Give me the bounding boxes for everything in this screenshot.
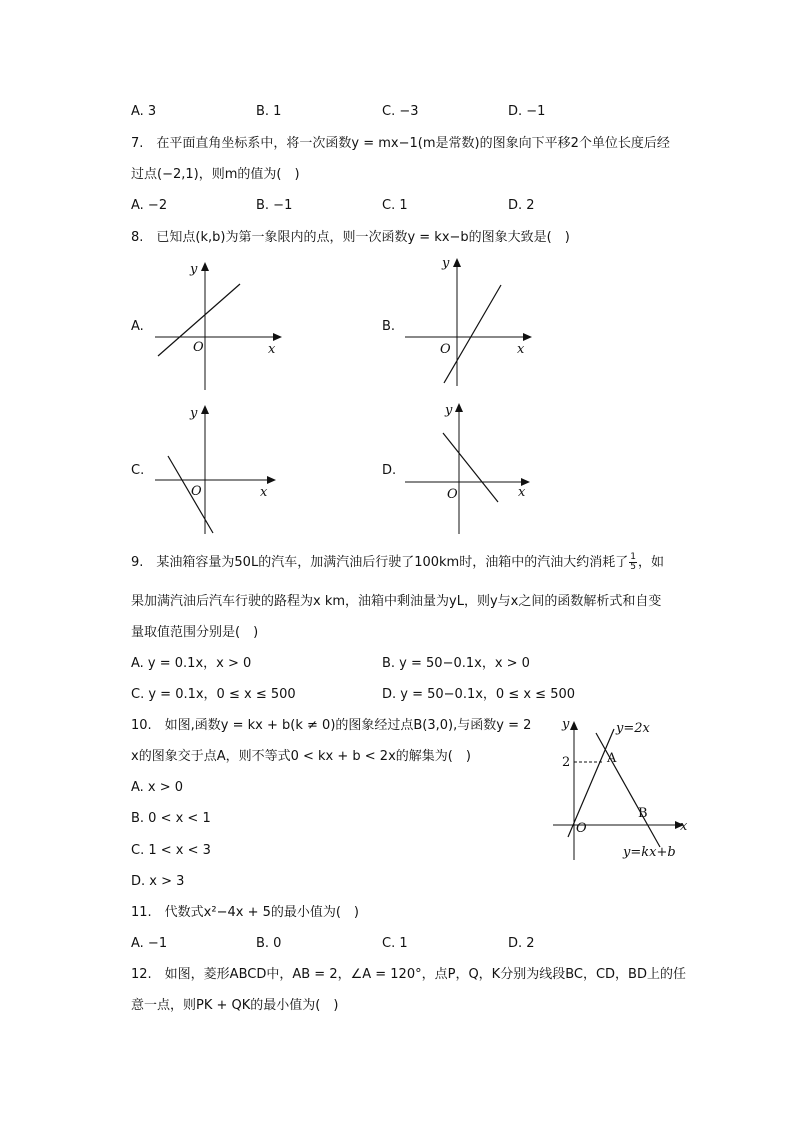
q8-graph-b	[400, 253, 540, 388]
q10-label-A: A	[607, 751, 617, 766]
q10-option-d: D. x > 3	[131, 874, 185, 889]
q10-origin: O	[576, 821, 587, 836]
q9-option-d: D. y = 50−0.1x，0 ≤ x ≤ 500	[382, 687, 576, 702]
q10-axis-y: y	[562, 717, 570, 732]
q10-label-y2x: y=2x	[616, 721, 650, 736]
q7-option-b: B. −1	[256, 198, 293, 213]
q11-option-c: C. 1	[382, 936, 408, 951]
q8a-axis-y: y	[190, 262, 198, 277]
q8b-origin: O	[440, 342, 451, 357]
q11-stem: 11. 代数式x²−4x + 5的最小值为( )	[131, 905, 360, 920]
q8b-axis-y: y	[442, 256, 450, 271]
q9-option-a: A. y = 0.1x，x > 0	[131, 656, 252, 671]
q6-option-a: A. 3	[131, 104, 157, 119]
q6-option-c: C. −3	[382, 104, 419, 119]
q6-option-d: D. −1	[508, 104, 546, 119]
q9-fraction-num: 1	[630, 552, 636, 562]
q11-option-b: B. 0	[256, 936, 282, 951]
q8d-axis-y: y	[445, 403, 453, 418]
q7-stem-line2: 过点(−2,1)，则m的值为( )	[131, 167, 300, 182]
q7-stem-line1: 7. 在平面直角坐标系中，将一次函数y = mx−1(m是常数)的图象向下平移2个单位长度后经	[131, 136, 670, 151]
q9-stem-line2: 果加满汽油后汽车行驶的路程为x km，油箱中剩油量为yL，则y与x之间的函数解析式和自变	[131, 594, 662, 609]
q10-option-c: C. 1 < x < 3	[131, 843, 211, 858]
q7-option-a: A. −2	[131, 198, 168, 213]
q8-graph-c	[150, 400, 290, 536]
q9-option-c: C. y = 0.1x，0 ≤ x ≤ 500	[131, 687, 296, 702]
q8-option-d-label: D.	[382, 463, 397, 478]
q7-option-d: D. 2	[508, 198, 535, 213]
q10-figure	[548, 714, 698, 862]
q10-option-b: B. 0 < x < 1	[131, 811, 211, 826]
q8-graph-a	[150, 257, 290, 392]
q8-graph-d	[400, 398, 540, 536]
q10-axis-x: x	[680, 819, 688, 834]
q7-option-c: C. 1	[382, 198, 408, 213]
q8-option-b-label: B.	[382, 319, 396, 334]
q9-option-b: B. y = 50−0.1x，x > 0	[382, 656, 530, 671]
q9-stem-line1	[131, 553, 664, 573]
q10-option-a: A. x > 0	[131, 780, 184, 795]
q8c-axis-y: y	[190, 406, 198, 421]
q8-stem: 8. 已知点(k,b)为第一象限内的点，则一次函数y = kx−b的图象大致是( )	[131, 230, 570, 245]
q8-option-c-label: C.	[131, 463, 145, 478]
q10-stem-line2: x的图象交于点A，则不等式0 < kx + b < 2x的解集为( )	[131, 749, 471, 764]
q9-stem-line1-text: 9. 某油箱容量为50L的汽车，加满汽油后行驶了100km时，油箱中的汽油大约消耗了	[131, 555, 629, 570]
q10-stem-line1: 10. 如图,函数y = kx + b(k ≠ 0)的图象经过点B(3,0),与函数y = 2	[131, 718, 532, 733]
q9-stem-line3: 量取值范围分别是( )	[131, 625, 259, 640]
q9-stem-line1-end: ，如	[637, 555, 664, 570]
q6-option-b: B. 1	[256, 104, 282, 119]
q10-label-kxb: y=kx+b	[623, 845, 676, 860]
q8d-axis-x: x	[518, 485, 526, 500]
q11-option-d: D. 2	[508, 936, 535, 951]
q8d-origin: O	[447, 487, 458, 502]
q8a-axis-x: x	[268, 342, 276, 357]
q8c-origin: O	[191, 484, 202, 499]
q12-stem-line2: 意一点，则PK + QK的最小值为( )	[131, 998, 339, 1013]
q12-stem-line1: 12. 如图，菱形ABCD中，AB = 2，∠A = 120°，点P，Q，K分别为线段BC，CD，BD上的任	[131, 967, 686, 982]
q8a-origin: O	[193, 340, 204, 355]
q11-option-a: A. −1	[131, 936, 168, 951]
q10-label-B: B	[638, 806, 648, 821]
q10-label-2: 2	[562, 755, 571, 770]
q9-fraction	[629, 553, 637, 572]
q8c-axis-x: x	[260, 485, 268, 500]
q8b-axis-x: x	[517, 342, 525, 357]
q8-option-a-label: A.	[131, 319, 144, 334]
q9-fraction-den: 5	[630, 562, 636, 572]
